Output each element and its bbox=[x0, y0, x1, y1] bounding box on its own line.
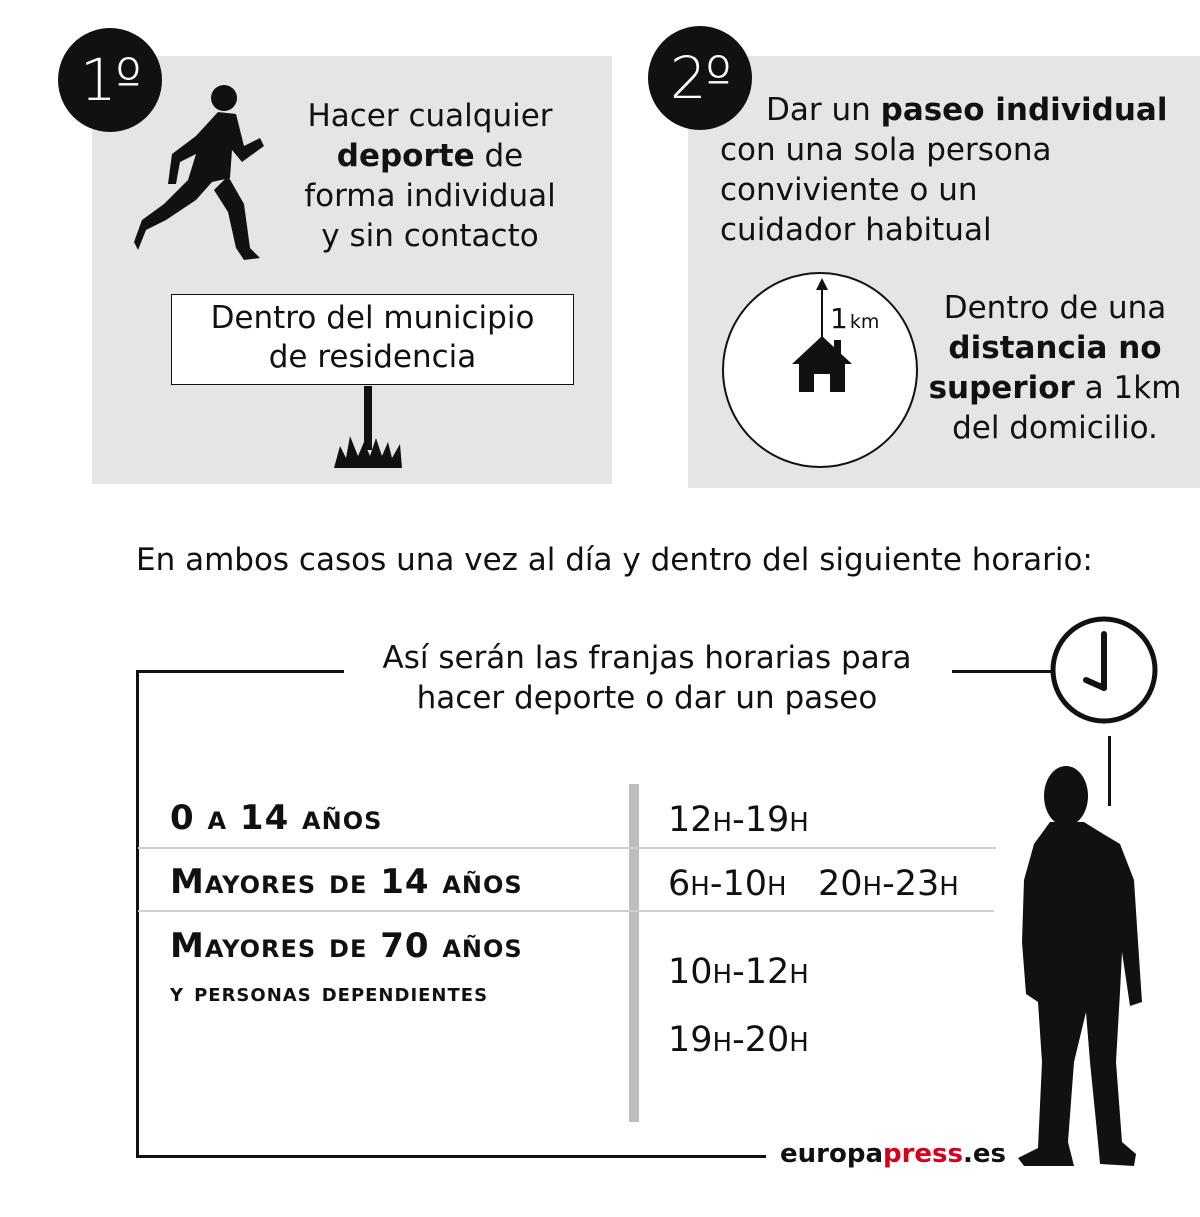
time-slot: 20H-23H bbox=[818, 864, 959, 904]
badge-1: 1º bbox=[58, 28, 162, 132]
group-label: Mayores de 70 años bbox=[170, 926, 523, 966]
group-label-secondary: y personas dependientes bbox=[170, 978, 489, 1008]
time-slot: 12H-19H bbox=[668, 800, 809, 840]
time-slot: 10H-12H bbox=[668, 952, 809, 992]
distance-text: Dentro de una distancia no superior a 1km del domicilio. bbox=[928, 290, 1182, 446]
table-divider bbox=[629, 784, 639, 1122]
house-icon bbox=[790, 334, 854, 394]
frame-left bbox=[136, 670, 139, 1158]
clock-icon bbox=[1048, 614, 1160, 726]
municipality-sign: Dentro del municipio de residencia bbox=[171, 294, 574, 385]
frame-top-right bbox=[952, 670, 1052, 673]
row-separator bbox=[138, 847, 996, 849]
radius-label: 1 km bbox=[830, 302, 880, 335]
time-slot: 6H-10H bbox=[668, 864, 787, 904]
time-slot: 19H-20H bbox=[668, 1020, 809, 1060]
intro-text: En ambos casos una vez al día y dentro del siguiente horario: bbox=[136, 542, 1093, 578]
panel2-text: Dar un paseo individual con una sola persona conviviente o un cuidador habitual bbox=[720, 92, 1168, 248]
group-label: Mayores de 14 años bbox=[170, 862, 523, 902]
group-label: 0 a 14 años bbox=[170, 798, 383, 838]
signpost-grass-icon bbox=[330, 386, 406, 470]
frame-bottom bbox=[136, 1155, 766, 1158]
runner-icon bbox=[132, 80, 267, 270]
brand-logo: europapress.es bbox=[780, 1139, 1007, 1169]
frame-top-left bbox=[136, 670, 344, 673]
panel1-text: Hacer cualquier deporte de forma individual y sin contacto bbox=[304, 98, 556, 254]
badge-2: 2º bbox=[648, 26, 752, 130]
row-separator bbox=[138, 910, 994, 912]
person-icon bbox=[1004, 762, 1144, 1170]
schedule-title: Así serán las franjas horarias para hacer deporte o dar un paseo bbox=[382, 640, 912, 716]
